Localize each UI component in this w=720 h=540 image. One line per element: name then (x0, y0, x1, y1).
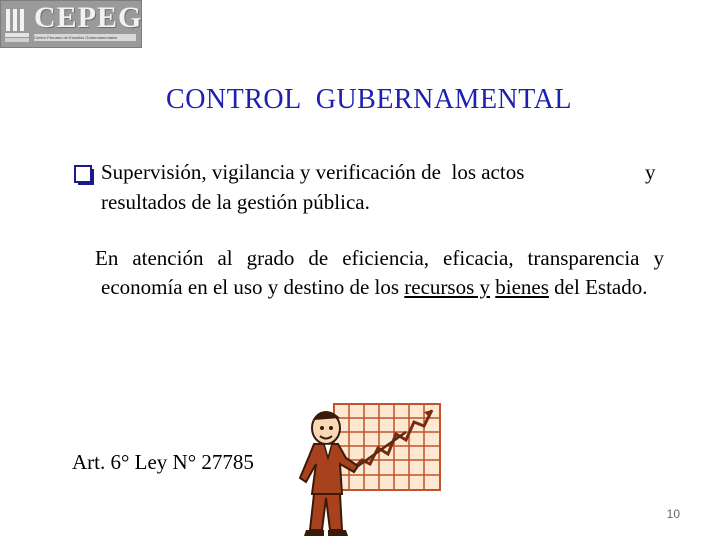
law-article-reference: Art. 6° Ley N° 27785 (72, 450, 254, 474)
bullet-text-line2: resultados de la gestión pública. (101, 190, 370, 214)
logo-emblem-icon (5, 7, 31, 43)
businessman-chart-clipart (296, 398, 446, 540)
logo-subtitle: Centro Peruano de Estudios Gubernamentales (34, 34, 136, 41)
paragraph-text-start: En atención al grado de eficiencia, eficacia, transparencia y economía en el uso y destino de los (95, 246, 664, 299)
bullet-text-line1-end: y (645, 160, 656, 184)
page-number: 10 (666, 507, 680, 521)
bullet-text-line1: Supervisión, vigilancia y verificación de los actos (101, 160, 525, 184)
checkbox-bullet-icon (72, 162, 96, 186)
slide-title: CONTROL GUBERNAMENTAL (166, 84, 572, 115)
underlined-recursos: recursos y (404, 275, 491, 299)
underlined-bienes: bienes (495, 275, 549, 299)
logo-text: CEPEG (34, 1, 143, 34)
paragraph-attention (95, 244, 664, 302)
paragraph-text-end: del Estado. (548, 275, 648, 299)
cepeg-logo (0, 0, 142, 48)
